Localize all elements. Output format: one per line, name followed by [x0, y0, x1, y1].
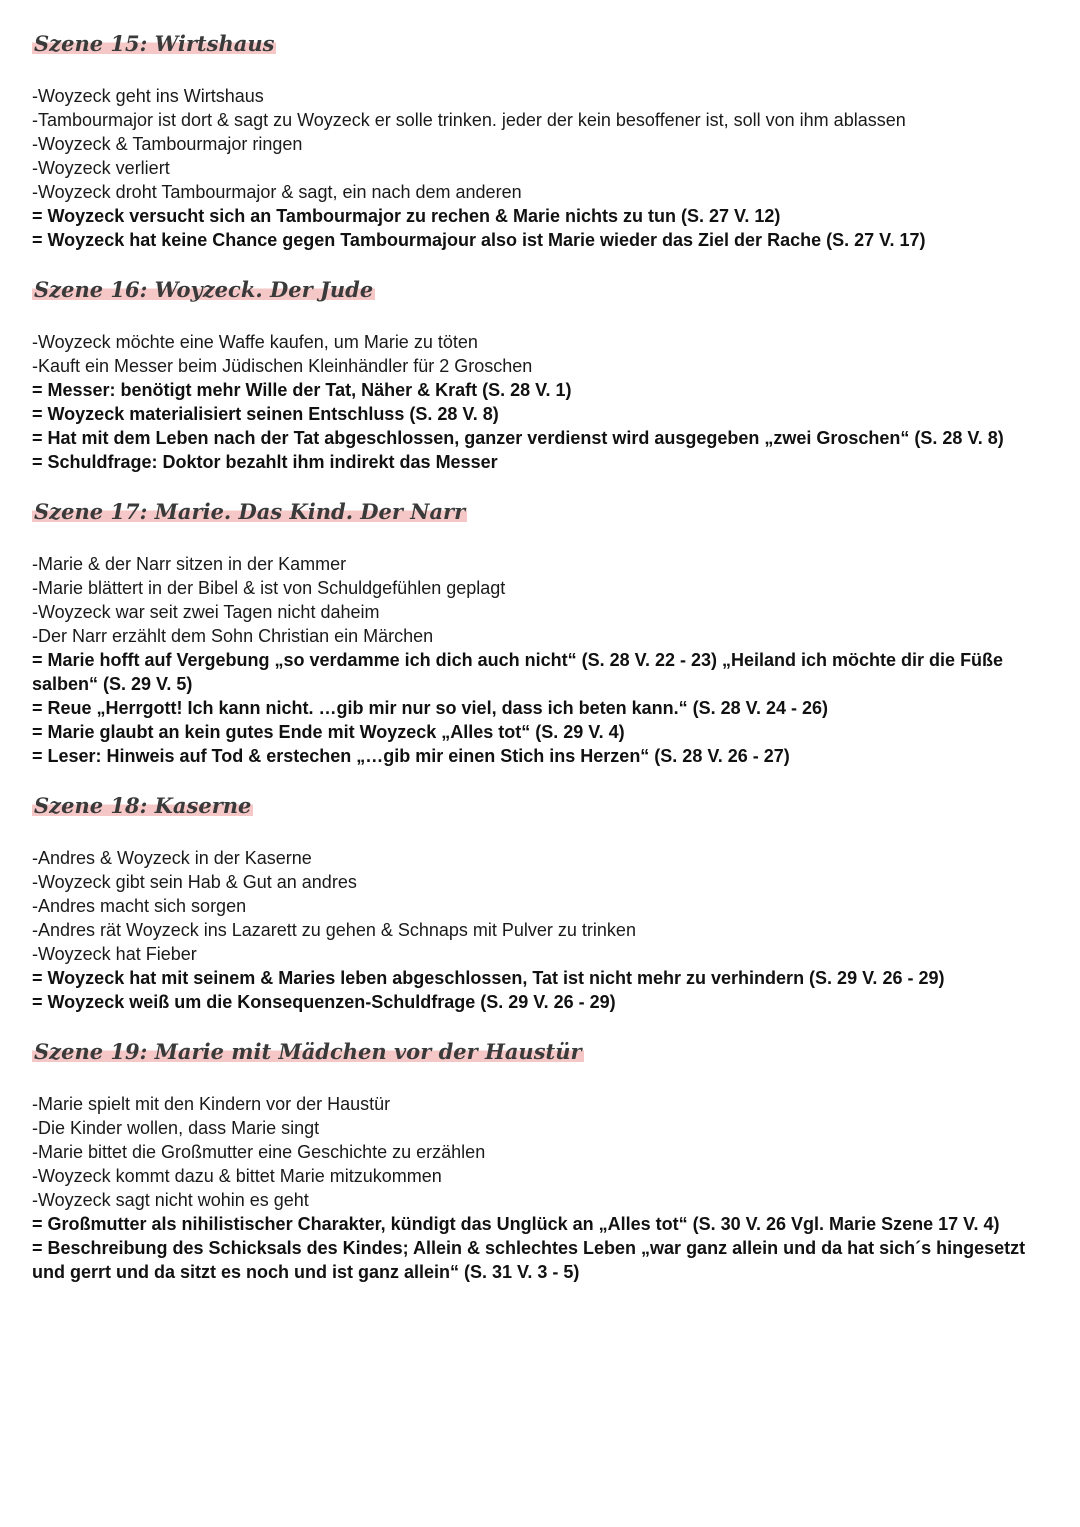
scene-18-line: -Andres rät Woyzeck ins Lazarett zu gehen & Schnaps mit Pulver zu trinken: [32, 920, 636, 940]
scene-16-conclusion: = Hat mit dem Leben nach der Tat abgeschlossen, ganzer verdienst wird ausgegeben „zwei Groschen“ (S. 28 V. 8): [32, 428, 1004, 448]
scene-15-line: -Tambourmajor ist dort & sagt zu Woyzeck er solle trinken. jeder der kein besoffener ist, soll von ihm ablassen: [32, 110, 906, 130]
scene-19-line: -Woyzeck sagt nicht wohin es geht: [32, 1190, 309, 1210]
scene-18-line: -Andres & Woyzeck in der Kaserne: [32, 848, 312, 868]
scene-17-line: -Der Narr erzählt dem Sohn Christian ein Märchen: [32, 626, 434, 646]
scene-16-conclusion: = Messer: benötigt mehr Wille der Tat, Näher & Kraft (S. 28 V. 1): [32, 380, 572, 400]
scene-19-heading: Szene 19: Marie mit Mädchen vor der Haustür: [34, 1039, 582, 1064]
scene-17-section: [32, 498, 1050, 768]
scene-18-heading: Szene 18: Kaserne: [34, 793, 252, 818]
scene-16-line: -Woyzeck möchte eine Waffe kaufen, um Marie zu töten: [32, 332, 478, 352]
scene-15-conclusion: = Woyzeck hat keine Chance gegen Tambourmajour also ist Marie wieder das Ziel der Rache (S. 27 V. 17): [32, 230, 926, 250]
scene-19-line: -Die Kinder wollen, dass Marie singt: [32, 1118, 320, 1138]
scene-17-line: -Marie & der Narr sitzen in der Kammer: [32, 554, 347, 574]
scene-15-line: -Woyzeck & Tambourmajor ringen: [32, 134, 303, 154]
scene-18-line: -Andres macht sich sorgen: [32, 896, 247, 916]
scene-15-line: -Woyzeck droht Tambourmajor & sagt, ein nach dem anderen: [32, 182, 522, 202]
scene-16-line: -Kauft ein Messer beim Jüdischen Kleinhändler für 2 Groschen: [32, 356, 533, 376]
scene-16-section: [32, 276, 1050, 474]
scene-15-line: -Woyzeck verliert: [32, 158, 170, 178]
scene-19-conclusion: = Beschreibung des Schicksals des Kindes; Allein & schlechtes Leben „war ganz allein und da hat sich´s hingesetzt und gerrt und da sitzt es noch und ist ganz allein“ (S. 31 V. 3 - 5): [32, 1238, 1026, 1282]
scene-18-section: [32, 792, 1050, 1014]
scene-15-lines: [32, 84, 1050, 252]
scene-19-section: [32, 1038, 1050, 1284]
scene-18-line: -Woyzeck gibt sein Hab & Gut an andres: [32, 872, 357, 892]
scene-16-conclusion: = Schuldfrage: Doktor bezahlt ihm indirekt das Messer: [32, 452, 498, 472]
scene-19-lines: [32, 1092, 1050, 1284]
scene-19-line: -Marie spielt mit den Kindern vor der Haustür: [32, 1094, 391, 1114]
scene-17-conclusion: = Reue „Herrgott! Ich kann nicht. …gib mir nur so viel, dass ich beten kann.“ (S. 28 V. 24 - 26): [32, 698, 829, 718]
scene-17-lines: [32, 552, 1050, 768]
scene-17-line: -Woyzeck war seit zwei Tagen nicht daheim: [32, 602, 380, 622]
scene-17-conclusion: = Marie glaubt an kein gutes Ende mit Woyzeck „Alles tot“ (S. 29 V. 4): [32, 722, 625, 742]
scene-19-line: -Woyzeck kommt dazu & bittet Marie mitzukommen: [32, 1166, 442, 1186]
scene-18-line: -Woyzeck hat Fieber: [32, 944, 197, 964]
scene-17-line: -Marie blättert in der Bibel & ist von Schuldgefühlen geplagt: [32, 578, 506, 598]
scene-16-conclusion: = Woyzeck materialisiert seinen Entschluss (S. 28 V. 8): [32, 404, 499, 424]
scene-15-conclusion: = Woyzeck versucht sich an Tambourmajor zu rechen & Marie nichts zu tun (S. 27 V. 12): [32, 206, 781, 226]
scene-18-conclusion: = Woyzeck hat mit seinem & Maries leben abgeschlossen, Tat ist nicht mehr zu verhindern (S. 29 V. 26 - 29): [32, 968, 945, 988]
scene-15-heading: Szene 15: Wirtshaus: [34, 31, 275, 56]
scene-16-heading: Szene 16: Woyzeck. Der Jude: [34, 277, 374, 302]
scene-19-conclusion: = Großmutter als nihilistischer Charakter, kündigt das Unglück an „Alles tot“ (S. 30 V. 26 Vgl. Marie Szene 17 V. 4): [32, 1214, 1000, 1234]
scene-17-heading: Szene 17: Marie. Das Kind. Der Narr: [34, 499, 466, 524]
scene-19-line: -Marie bittet die Großmutter eine Geschichte zu erzählen: [32, 1142, 486, 1162]
scene-18-lines: [32, 846, 1050, 1014]
scene-17-conclusion: = Marie hofft auf Vergebung „so verdamme ich dich auch nicht“ (S. 28 V. 22 - 23) „Heiland ich möchte dir die Füße salben“ (S. 29 V. 5): [32, 650, 1004, 694]
scene-15-section: [32, 30, 1050, 252]
scene-15-line: -Woyzeck geht ins Wirtshaus: [32, 86, 264, 106]
scene-17-conclusion: = Leser: Hinweis auf Tod & erstechen „…gib mir einen Stich ins Herzen“ (S. 28 V. 26 - 27): [32, 746, 790, 766]
scene-18-conclusion: = Woyzeck weiß um die Konsequenzen-Schuldfrage (S. 29 V. 26 - 29): [32, 992, 616, 1012]
scene-16-lines: [32, 330, 1050, 474]
